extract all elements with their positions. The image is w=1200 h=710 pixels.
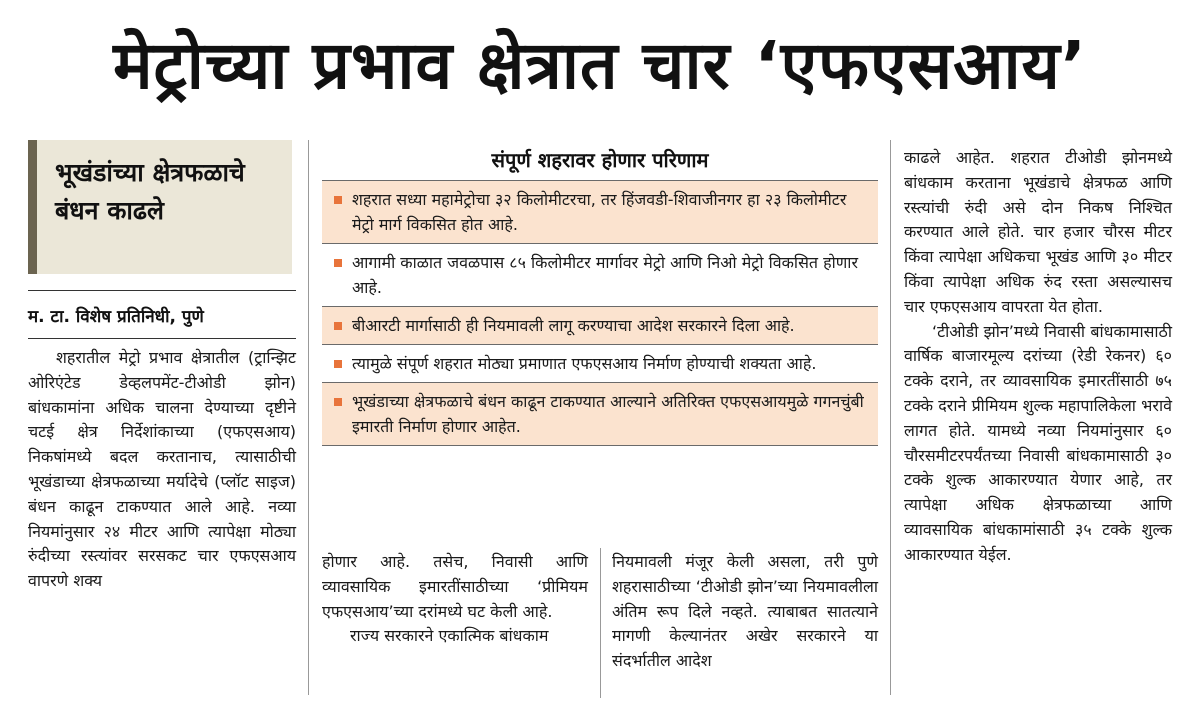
column-separator [600, 548, 601, 698]
bullet-square-icon [334, 196, 342, 204]
highlight-text: आगामी काळात जवळपास ८५ किलोमीटर मार्गावर मेट्रो आणि निओ मेट्रो विकसित होणार आहे. [352, 253, 858, 297]
column-separator [890, 140, 891, 695]
column-4 [904, 146, 1172, 568]
column-1 [28, 346, 296, 594]
column-1-paragraph: शहरातील मेट्रो प्रभाव क्षेत्रातील (ट्रान्झिट ओरिएंटेड डेव्हलपमेंट-टीओडी झोन) बांधकामांना अधिक चालना देण्याच्या दृष्टीने चटई क्षेत्र निर्देशांकाच्या (एफएसआय) निकषांमध्ये बदल करतानाच, त्यासाठीची भूखंडाच्या क्षेत्रफळाच्या मर्यादेचे (प्लॉट साइज) बंधन काढून टाकण्यात आले आहे. नव्या नियमांनुसार २४ मीटर आणि त्यापेक्षा मोठ्या रुंदीच्या रस्त्यांवर सरसकट चार एफएसआय वापरणे शक्य [28, 348, 296, 591]
column-2 [322, 550, 588, 649]
bullet-square-icon [334, 398, 342, 406]
subheadline-box [28, 140, 292, 274]
column-2-paragraph: होणार आहे. तसेच, निवासी आणि व्यावसायिक इमारतींसाठीच्या ‘प्रीमियम एफएसआय’च्या दरांमध्ये घट केली आहे. [322, 552, 588, 621]
subheadline: भूखंडांच्या क्षेत्रफळाचे बंधन काढले [55, 158, 245, 225]
byline: म. टा. विशेष प्रतिनिधी, पुणे [28, 307, 204, 327]
headline: मेट्रोच्या प्रभाव क्षेत्रात चार ‘एफएसआय’ [113, 27, 1087, 104]
column-3 [612, 550, 878, 674]
column-3-paragraph: नियमावली मंजूर केली असला, तरी पुणे शहरासाठीच्या ‘टीओडी झोन’च्या नियमावलीला अंतिम रूप दिले नव्हते. त्याबाबत सातत्याने मागणी केल्यानंतर अखेर सरकारने या संदर्भातील आदेश [612, 552, 878, 671]
highlight-text: भूखंडाच्या क्षेत्रफळाचे बंधन काढून टाकण्यात आल्याने अतिरिक्त एफएसआयमुळे गगनचुंबी इमारती निर्माण होणार आहेत. [352, 392, 864, 436]
highlight-item [322, 382, 878, 446]
bullet-square-icon [334, 322, 342, 330]
highlight-text: त्यामुळे संपूर्ण शहरात मोठ्या प्रमाणात एफएसआय निर्माण होण्याची शक्यता आहे. [352, 354, 817, 373]
byline-divider [28, 338, 296, 339]
column-2-paragraph: राज्य सरकारने एकात्मिक बांधकाम [350, 626, 549, 646]
highlight-item [322, 243, 878, 306]
bullet-square-icon [334, 360, 342, 368]
box-title: संपूर्ण शहरावर होणार परिणाम [491, 148, 709, 172]
highlight-text: बीआरटी मार्गासाठी ही नियमावली लागू करण्याचा आदेश सरकारने दिला आहे. [352, 316, 795, 335]
subhead-divider [28, 290, 296, 291]
column-4-paragraph: ‘टीओडी झोन’मध्ये निवासी बांधकामासाठी वार्षिक बाजारमूल्य दरांच्या (रेडी रेकनर) ६० टक्के दराने, तर व्यावसायिक इमारतींसाठी ७५ टक्के दराने प्रीमियम शुल्क महापालिकेला भरावे लागत होते. यामध्ये नव्या नियमांनुसार ६० चौरसमीटरपर्यंतच्या निवासी बांधकामासाठी ३० टक्के शुल्क आकारण्यात येणार आहे, तर त्यापेक्षा अधिक क्षेत्रफळाच्या आणि व्यावसायिक बांधकामांसाठी ३५ टक्के शुल्क आकारण्यात येईल. [904, 321, 1172, 564]
bullet-square-icon [334, 259, 342, 267]
highlight-item [322, 306, 878, 344]
highlights-box [322, 180, 878, 446]
highlight-item [322, 180, 878, 243]
highlight-text: शहरात सध्या महामेट्रोचा ३२ किलोमीटरचा, तर हिंजवडी-शिवाजीनगर हा २३ किलोमीटर मेट्रो मार्ग विकसित होत आहे. [352, 190, 847, 234]
highlight-item [322, 344, 878, 382]
column-separator [308, 140, 309, 695]
column-4-paragraph: काढले आहेत. शहरात टीओडी झोनमध्ये बांधकाम करताना भूखंडाचे क्षेत्रफळ आणि रस्त्यांची रुंदी असे दोन निकष निश्चित करण्यात आले होते. चार हजार चौरस मीटर किंवा त्यापेक्षा अधिकचा भूखंड आणि ३० मीटर किंवा त्यापेक्षा अधिक रुंद रस्ता असल्यासच चार एफएसआय वापरता येत होता. [904, 148, 1172, 316]
